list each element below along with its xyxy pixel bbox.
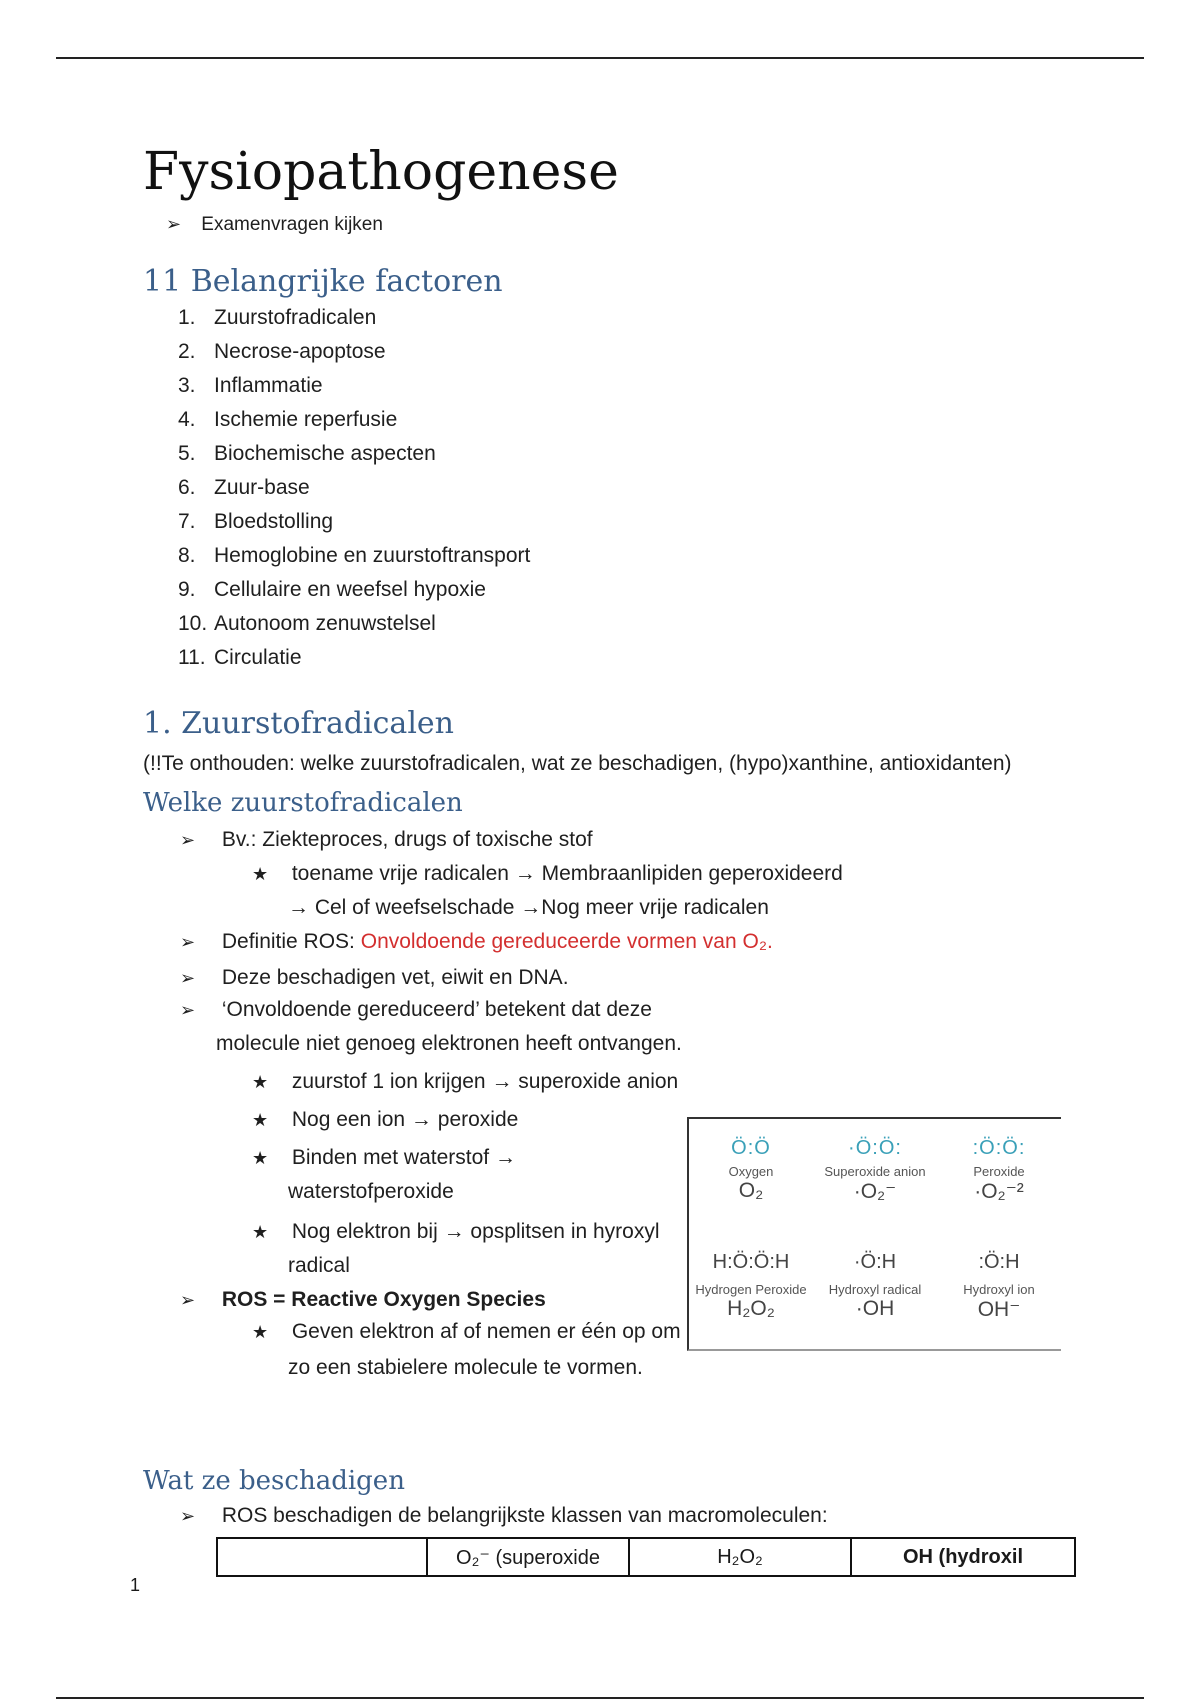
star-bullet-icon: ★ (252, 1072, 269, 1092)
page-bottom-rule (56, 1697, 1144, 1699)
arrow-bullet-icon: ➢ (180, 1290, 196, 1310)
arrow-bullet-icon: ➢ (180, 968, 196, 988)
list-item: 10. Autonoom zenuwstelsel (178, 612, 436, 635)
page-title: Fysiopathogenese (143, 142, 619, 202)
ros-definition-highlight: Onvoldoende gereduceerde vormen van O₂. (360, 930, 773, 953)
factors-heading: 11 Belangrijke factoren (143, 264, 503, 299)
page-top-rule (56, 57, 1144, 59)
figure-cell-peroxide: :Ö:Ö: Peroxide ·O₂⁻² (972, 1137, 1026, 1203)
intro-bullet: ➢ Examenvragen kijken (166, 214, 383, 235)
arrow-bullet-icon: ➢ (166, 214, 182, 234)
subheading-beschadigen: Wat ze beschadigen (143, 1466, 405, 1496)
star-item: ★ toename vrije radicalen → Membraanlipiden geperoxideerd (252, 862, 843, 885)
arrow-bullet-icon: ➢ (180, 1506, 196, 1526)
section-heading-zuurstofradicalen: 1. Zuurstofradicalen (143, 706, 454, 741)
list-item: 6. Zuur-base (178, 476, 310, 499)
star-bullet-icon: ★ (252, 1110, 269, 1130)
bullet-item: ➢ Definitie ROS: Onvoldoende gereduceerde vormen van O₂. (180, 930, 773, 953)
figure-cell-hydrogen-peroxide: H:Ö:Ö:H Hydrogen Peroxide H₂O₂ (695, 1251, 807, 1320)
star-bullet-icon: ★ (252, 1148, 269, 1168)
bullet-item: ➢ Bv.: Ziekteproces, drugs of toxische stof (180, 828, 593, 851)
figure-cell-hydroxyl-ion: :Ö:H Hydroxyl ion OH⁻ (963, 1251, 1035, 1321)
arrow-bullet-icon: ➢ (180, 1000, 196, 1020)
star-bullet-icon: ★ (252, 1222, 269, 1242)
star-item: ★ Geven elektron af of nemen er één op om (252, 1320, 681, 1343)
list-item: 4. Ischemie reperfusie (178, 408, 398, 431)
star-bullet-icon: ★ (252, 1322, 269, 1342)
section-note: (!!Te onthouden: welke zuurstofradicalen, wat ze beschadigen, (hypo)xanthine, antioxidanten) (143, 752, 1012, 775)
list-item: 3. Inflammatie (178, 374, 323, 397)
list-item: 9. Cellulaire en weefsel hypoxie (178, 578, 486, 601)
list-item: 8. Hemoglobine en zuurstoftransport (178, 544, 531, 567)
figure-cell-hydroxyl-radical: ·Ö:H Hydroxyl radical ·OH (828, 1251, 922, 1320)
star-item-continuation: radical (288, 1254, 350, 1277)
list-item: 2. Necrose-apoptose (178, 340, 386, 363)
figure-cell-superoxide: ·Ö:Ö: Superoxide anion ·O₂⁻ (824, 1137, 926, 1203)
arrow-bullet-icon: ➢ (180, 830, 196, 850)
star-item-continuation: zo een stabielere molecule te vormen. (288, 1356, 643, 1379)
bullet-item-continuation: molecule niet genoeg elektronen heeft ontvangen. (216, 1032, 682, 1055)
star-bullet-icon: ★ (252, 864, 269, 884)
macromolecule-table (216, 1537, 1076, 1577)
bullet-item: ➢ ROS beschadigen de belangrijkste klassen van macromoleculen: (180, 1504, 828, 1527)
star-item: ★ Binden met waterstof → (252, 1146, 516, 1169)
bullet-item: ➢ Deze beschadigen vet, eiwit en DNA. (180, 966, 569, 989)
arrow-bullet-icon: ➢ (180, 932, 196, 952)
star-item-continuation: → Cel of weefselschade →Nog meer vrije radicalen (288, 896, 769, 919)
list-item: 1. Zuurstofradicalen (178, 306, 377, 329)
list-item: 5. Biochemische aspecten (178, 442, 436, 465)
table-header-cell (218, 1539, 428, 1575)
star-item: ★ Nog een ion → peroxide (252, 1108, 519, 1131)
list-item: 7. Bloedstolling (178, 510, 334, 533)
star-item-continuation: waterstofperoxide (288, 1180, 454, 1203)
subheading-welke: Welke zuurstofradicalen (143, 788, 463, 818)
star-item: ★ zuurstof 1 ion krijgen → superoxide anion (252, 1070, 679, 1093)
figure-cell-oxygen: Ö:Ö Oxygen O₂ (728, 1137, 774, 1202)
table-header-cell: OH (hydroxil (902, 1545, 1023, 1568)
list-item: 11. Circulatie (178, 646, 302, 669)
table-header-cell: O₂⁻ (superoxide (428, 1539, 630, 1575)
bullet-item: ➢ ‘Onvoldoende gereduceerd’ betekent dat deze (180, 998, 652, 1021)
table-header-cell: H₂O₂ (630, 1539, 852, 1575)
bullet-item: ➢ ROS = Reactive Oxygen Species (180, 1288, 546, 1311)
star-item: ★ Nog elektron bij → opsplitsen in hyroxyl (252, 1220, 660, 1243)
page-number: 1 (130, 1575, 141, 1595)
ros-structures-figure (687, 1117, 1061, 1351)
factors-list (178, 306, 530, 680)
